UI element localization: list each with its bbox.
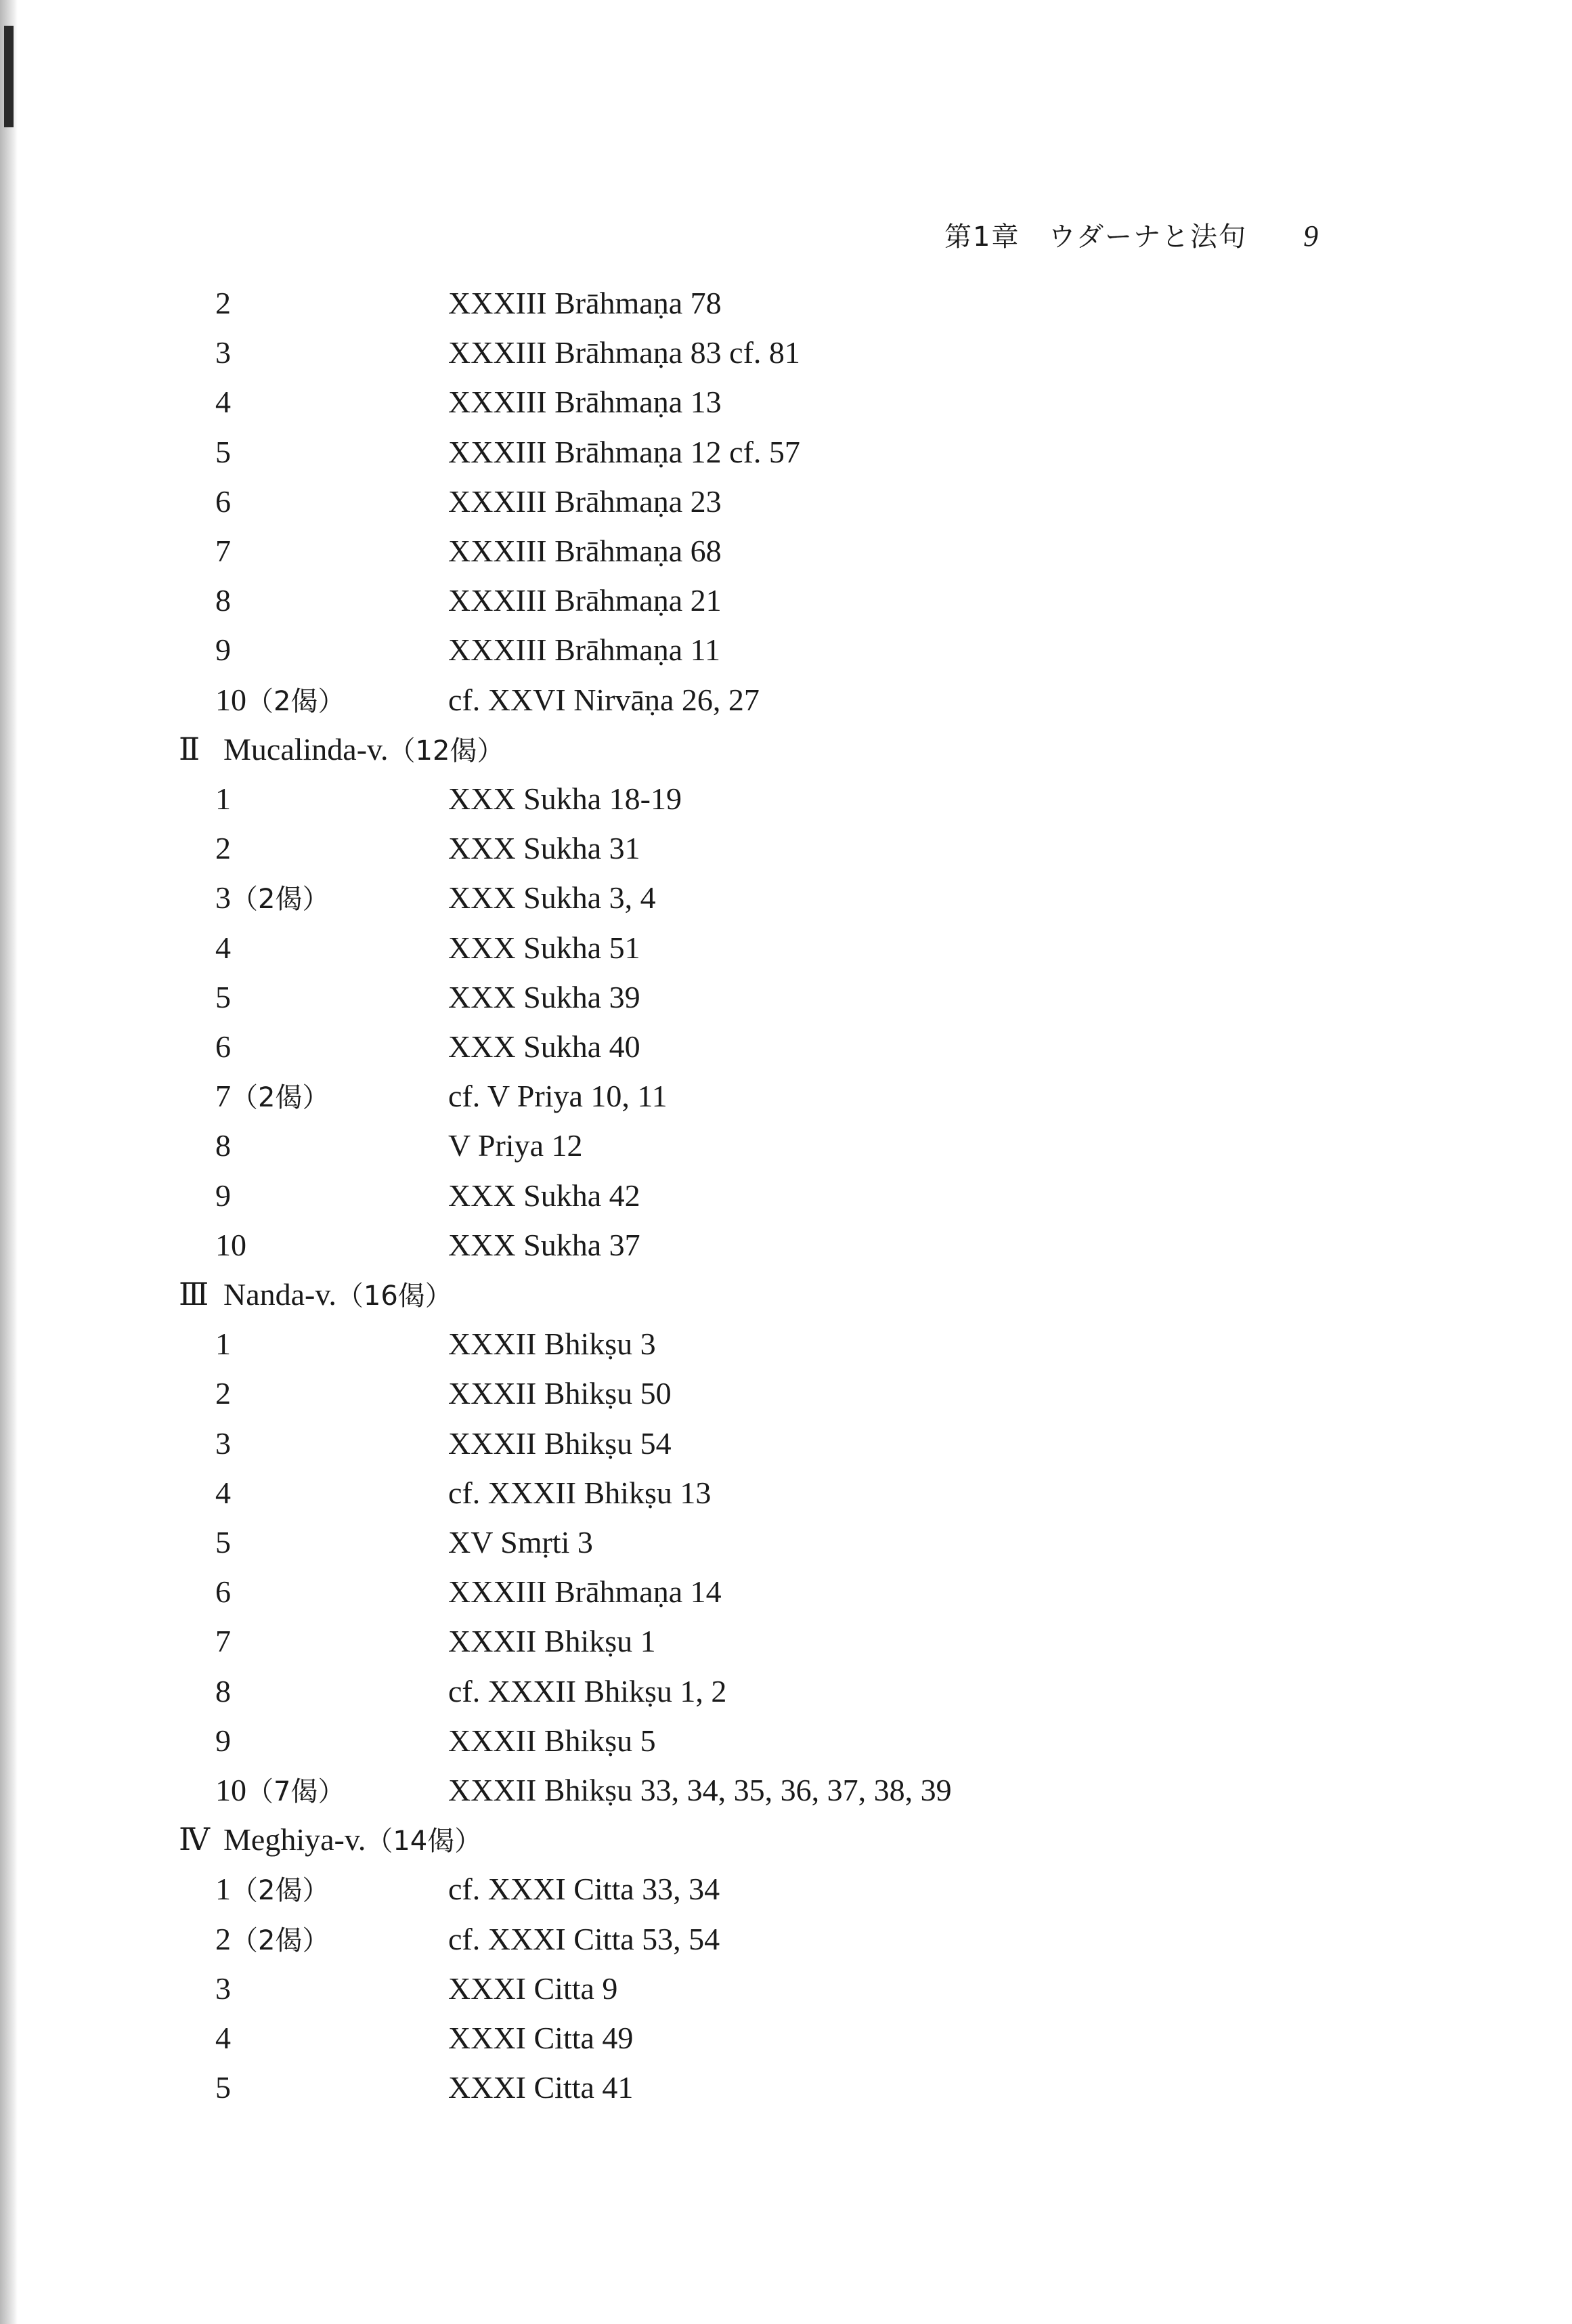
running-head — [944, 215, 1318, 254]
entry-number: 7 — [215, 534, 231, 568]
entry-reference: XXX Sukha 31 — [448, 831, 640, 865]
section-heading — [179, 1274, 452, 1315]
section-verse-count: （12偈） — [388, 735, 504, 767]
entry-reference: XXXII Bhikṣu 5 — [448, 1723, 656, 1758]
entry-reference: XXXIII Brāhmaṇa 83 cf. 81 — [448, 335, 800, 370]
entry-verse-note: （2偈） — [231, 1875, 330, 1906]
section-roman-numeral: Ⅱ — [179, 732, 200, 767]
entry-reference: XXX Sukha 42 — [448, 1178, 640, 1213]
entry-number: 5 — [215, 435, 231, 469]
entry-reference: cf. V Priya 10, 11 — [448, 1079, 668, 1113]
entry-number: 9 — [215, 1178, 231, 1213]
entry-number: 1 — [215, 781, 231, 816]
entry-number: 1 — [215, 1327, 231, 1361]
entry-number: 2 — [215, 1376, 231, 1411]
entry-number: 8 — [215, 1128, 231, 1163]
entry-number: 10 — [215, 1773, 246, 1807]
section-title: Mucalinda-v. — [223, 732, 389, 767]
entry-reference: XXX Sukha 18-19 — [448, 781, 682, 816]
section-heading — [179, 729, 504, 770]
entry-reference: cf. XXXI Citta 33, 34 — [448, 1872, 720, 1906]
entry-number: 3 — [215, 335, 231, 370]
entry-number: 9 — [215, 632, 231, 667]
entry-number: 1 — [215, 1872, 231, 1906]
entry-reference: XV Smṛti 3 — [448, 1525, 593, 1559]
entry-number: 3 — [215, 880, 231, 915]
entry-reference: XXXI Citta 49 — [448, 2021, 634, 2055]
entry-reference: XXXI Citta 9 — [448, 1971, 618, 2006]
entry-number: 2 — [215, 1922, 231, 1956]
entry-reference: XXXIII Brāhmaṇa 78 — [448, 286, 722, 320]
section-verse-count: （16偈） — [336, 1281, 452, 1312]
entry-number: 3 — [215, 1971, 231, 2006]
entry-number: 7 — [215, 1624, 231, 1658]
entry-number: 3 — [215, 1426, 231, 1461]
entry-verse-note: （2偈） — [231, 1925, 330, 1956]
section-title: Nanda-v. — [223, 1277, 336, 1312]
chapter-title: 第1章 ウダーナと法句 — [944, 221, 1248, 253]
entry-verse-note: （2偈） — [231, 1082, 330, 1113]
entry-reference: XXX Sukha 39 — [448, 980, 640, 1014]
entry-reference: XXXII Bhikṣu 33, 34, 35, 36, 37, 38, 39 — [448, 1773, 952, 1807]
entry-number: 4 — [215, 385, 231, 419]
entry-reference: XXX Sukha 51 — [448, 930, 640, 965]
entry-reference: XXXIII Brāhmaṇa 68 — [448, 534, 722, 568]
entry-number: 6 — [215, 484, 231, 519]
entry-reference: XXXII Bhikṣu 54 — [448, 1426, 672, 1461]
entry-number: 2 — [215, 831, 231, 865]
section-roman-numeral: Ⅲ — [179, 1277, 209, 1312]
entry-number: 4 — [215, 1476, 231, 1510]
entry-reference: XXXII Bhikṣu 50 — [448, 1376, 672, 1411]
entry-verse-note: （2偈） — [231, 884, 330, 915]
entry-number: 8 — [215, 1674, 231, 1708]
entry-reference: XXXIII Brāhmaṇa 11 — [448, 632, 720, 667]
entry-reference: XXXIII Brāhmaṇa 21 — [448, 583, 722, 618]
entry-number: 7 — [215, 1079, 231, 1113]
entry-reference: V Priya 12 — [448, 1128, 583, 1163]
entry-reference: XXX Sukha 3, 4 — [448, 880, 656, 915]
entry-verse-note: （7偈） — [246, 1776, 345, 1807]
entry-number: 4 — [215, 2021, 231, 2055]
section-verse-count: （14偈） — [366, 1826, 482, 1857]
entry-number: 2 — [215, 286, 231, 320]
entry-reference: cf. XXXI Citta 53, 54 — [448, 1922, 720, 1956]
entry-number: 8 — [215, 583, 231, 618]
entry-reference: XXXII Bhikṣu 3 — [448, 1327, 656, 1361]
page-binding-edge — [0, 0, 18, 2324]
entry-reference: XXXII Bhikṣu 1 — [448, 1624, 656, 1658]
entry-number: 5 — [215, 2070, 231, 2105]
entry-number: 6 — [215, 1574, 231, 1609]
page-number: 9 — [1303, 219, 1319, 253]
entry-number: 9 — [215, 1723, 231, 1758]
entry-number: 10 — [215, 683, 246, 717]
entry-number: 6 — [215, 1029, 231, 1064]
entry-number: 5 — [215, 980, 231, 1014]
entry-verse-note: （2偈） — [246, 686, 345, 717]
section-title: Meghiya-v. — [223, 1822, 366, 1857]
entry-reference: cf. XXXII Bhikṣu 13 — [448, 1476, 712, 1510]
entry-number: 5 — [215, 1525, 231, 1559]
entry-reference: XXXIII Brāhmaṇa 23 — [448, 484, 722, 519]
entry-reference: XXXIII Brāhmaṇa 14 — [448, 1574, 722, 1609]
binding-mark — [4, 26, 14, 127]
entry-reference: XXXIII Brāhmaṇa 13 — [448, 385, 722, 419]
entry-number: 10 — [215, 1228, 246, 1262]
entry-reference: XXX Sukha 37 — [448, 1228, 640, 1262]
entry-reference: cf. XXXII Bhikṣu 1, 2 — [448, 1674, 727, 1708]
entry-reference: XXXI Citta 41 — [448, 2070, 634, 2105]
section-heading — [179, 1820, 481, 1860]
entry-reference: XXX Sukha 40 — [448, 1029, 640, 1064]
section-roman-numeral: Ⅳ — [179, 1822, 210, 1857]
entry-reference: XXXIII Brāhmaṇa 12 cf. 57 — [448, 435, 800, 469]
entry-number: 4 — [215, 930, 231, 965]
entry-reference: cf. XXVI Nirvāṇa 26, 27 — [448, 683, 760, 717]
